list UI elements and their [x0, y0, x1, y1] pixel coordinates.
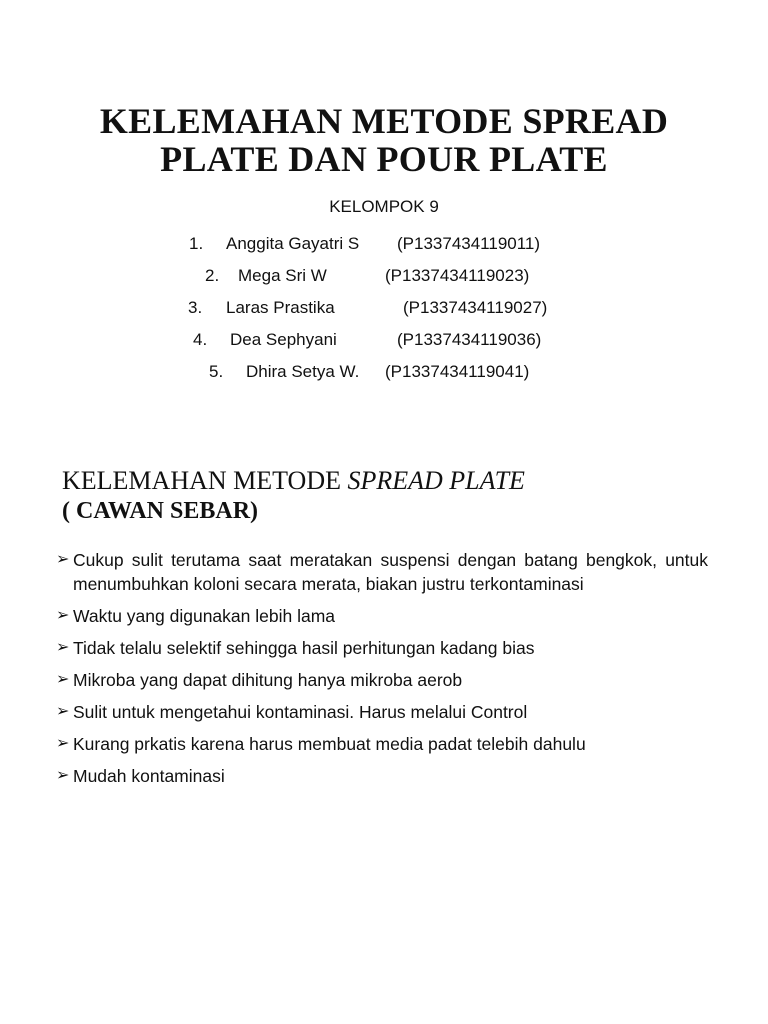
member-name: Dea Sephyani	[230, 330, 337, 349]
section-heading-prefix: KELEMAHAN METODE	[62, 466, 348, 495]
member-id: (P1337434119011)	[397, 234, 541, 253]
section-heading-subtitle: ( CAWAN SEBAR)	[62, 498, 259, 524]
arrowhead-right-icon: ➢	[56, 639, 70, 656]
member-id: (P1337434119027)	[403, 298, 548, 317]
member-row	[0, 228, 768, 260]
member-id: (P1337434119036)	[397, 330, 542, 349]
member-number: 5.	[209, 362, 224, 381]
member-name: Mega Sri W	[238, 266, 327, 285]
member-row	[0, 292, 768, 324]
member-row	[0, 324, 768, 356]
list-item-text: Kurang prkatis karena harus membuat media padat telebih dahulu	[73, 734, 586, 754]
list-item-text: Waktu yang digunakan lebih lama	[73, 606, 336, 626]
member-number: 4.	[193, 330, 208, 349]
member-name: Laras Prastika	[226, 298, 335, 317]
slide-title-line2: PLATE DAN POUR PLATE	[160, 139, 608, 179]
member-number: 1.	[189, 234, 204, 253]
list-item	[56, 732, 708, 756]
member-id: (P1337434119023)	[385, 266, 530, 285]
member-name: Dhira Setya W.	[246, 362, 360, 381]
member-name: Anggita Gayatri S	[226, 234, 360, 253]
section-heading-italic: SPREAD PLATE	[347, 466, 525, 495]
list-item	[56, 636, 708, 660]
list-item-text: Tidak telalu selektif sehingga hasil perhitungan kadang bias	[73, 638, 535, 658]
list-item	[56, 700, 708, 724]
list-item	[56, 764, 708, 788]
list-item-text: Mudah kontaminasi	[73, 766, 225, 786]
arrowhead-right-icon: ➢	[56, 607, 70, 624]
group-label: KELOMPOK 9	[329, 197, 439, 216]
bullet-list	[56, 548, 708, 796]
arrowhead-right-icon: ➢	[56, 767, 70, 784]
list-item-text: Cukup sulit terutama saat meratakan suspensi dengan batang bengkok, untuk menumbuhkan koloni secara merata, biakan justru terkontaminasi	[73, 550, 708, 594]
member-number: 3.	[188, 298, 203, 317]
arrowhead-right-icon: ➢	[56, 671, 70, 688]
slide-title	[40, 102, 728, 178]
member-id: (P1337434119041)	[385, 362, 530, 381]
member-list	[0, 228, 768, 388]
list-item	[56, 604, 708, 628]
list-item	[56, 668, 708, 692]
arrowhead-right-icon: ➢	[56, 735, 70, 752]
list-item-text: Sulit untuk mengetahui kontaminasi. Harus melalui Control	[73, 702, 528, 722]
member-number: 2.	[205, 266, 220, 285]
list-item	[56, 548, 708, 596]
slide-title-line1: KELEMAHAN METODE SPREAD	[99, 101, 669, 141]
list-item-text: Mikroba yang dapat dihitung hanya mikroba aerob	[73, 670, 463, 690]
section-heading	[62, 466, 525, 526]
arrowhead-right-icon: ➢	[56, 551, 70, 568]
member-row	[0, 260, 768, 292]
arrowhead-right-icon: ➢	[56, 703, 70, 720]
member-row	[0, 356, 768, 388]
